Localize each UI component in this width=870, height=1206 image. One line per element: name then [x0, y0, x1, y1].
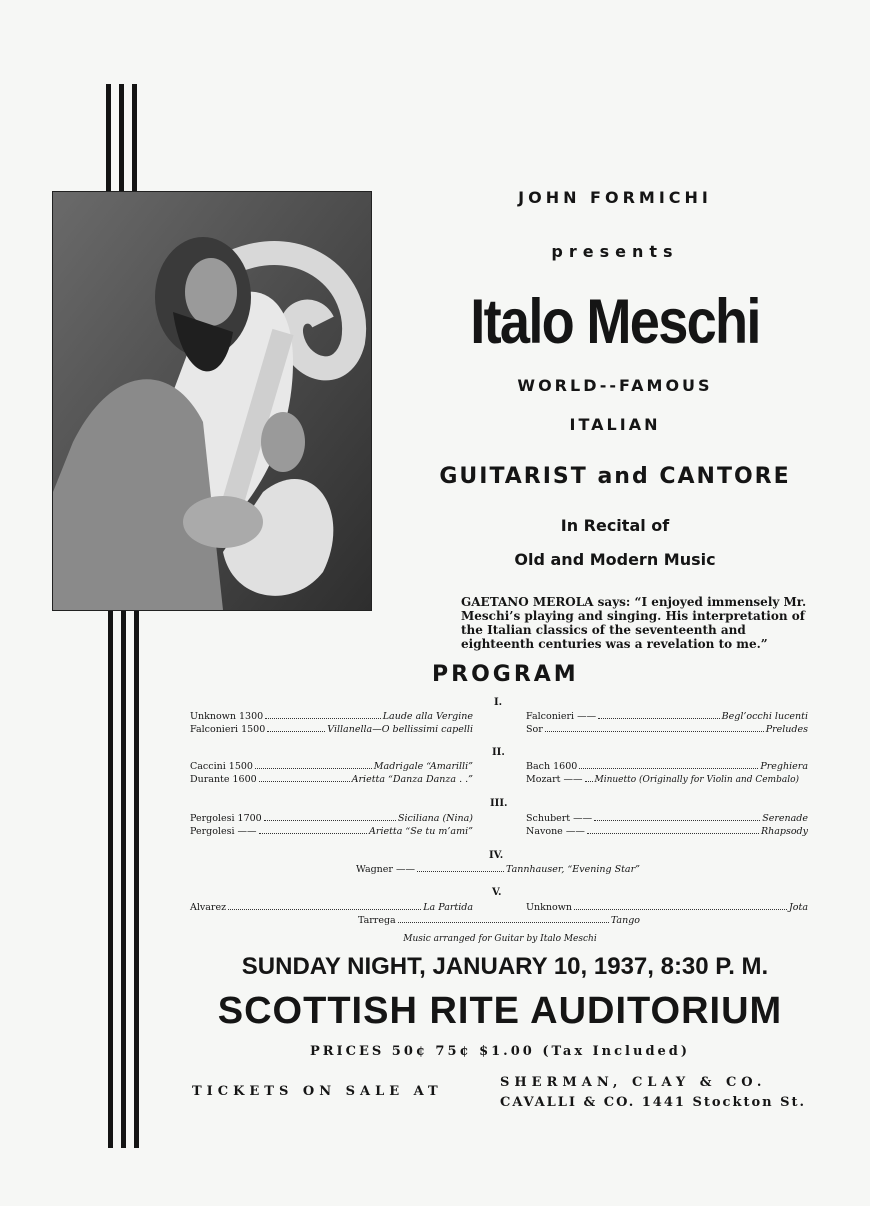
program-entry	[190, 812, 473, 825]
decorative-bar-mid	[119, 84, 124, 191]
artist-photo	[52, 191, 372, 611]
leader-dots	[417, 863, 504, 872]
program-piece: Laude alla Vergine	[382, 711, 473, 722]
program-composer: Durante 1600	[190, 774, 257, 785]
ticket-vendor-2: CAVALLI & CO. 1441 Stockton St.	[500, 1095, 807, 1110]
program-entry	[526, 723, 808, 736]
program-entry	[358, 914, 640, 927]
arrangement-note: Music arranged for Guitar by Italo Meschi	[403, 934, 597, 944]
program-entry	[190, 825, 473, 838]
leader-dots	[585, 773, 593, 782]
program-composer: Caccini 1500	[190, 761, 253, 772]
decorative-bar-left-lower	[108, 610, 113, 1148]
event-date: SUNDAY NIGHT, JANUARY 10, 1937, 8:30 P. M.	[241, 953, 769, 980]
section-numeral: III.	[490, 798, 508, 809]
program-composer: Bach 1600	[526, 761, 578, 772]
leader-dots	[579, 760, 758, 769]
section-numeral: IV.	[489, 850, 504, 861]
program-entry	[190, 723, 473, 736]
program-composer: Falconieri 1500	[190, 724, 266, 735]
decorative-bar-right-lower	[134, 610, 139, 1148]
program-piece: Jota	[788, 902, 808, 913]
tickets-label: TICKETS ON SALE AT	[192, 1084, 443, 1099]
leader-dots	[255, 760, 372, 769]
program-piece: La Partida	[423, 902, 473, 913]
program-piece: Madrigale “Amarilli”	[373, 761, 473, 772]
program-composer: Pergolesi 1700	[190, 813, 262, 824]
program-composer: Falconieri ——	[526, 711, 597, 722]
program-piece: Minuetto (Originally for Violin and Cembalo)	[594, 775, 800, 785]
section-numeral: II.	[492, 747, 505, 758]
program-piece: Preludes	[765, 724, 808, 735]
program-entry	[190, 760, 473, 773]
program-composer: Sor	[526, 724, 543, 735]
leader-dots	[228, 901, 421, 910]
decorative-bar-mid-lower	[121, 610, 126, 1148]
presents-label: presents	[551, 242, 679, 261]
decorative-bar-left	[106, 84, 111, 191]
recital-line-2: Old and Modern Music	[514, 550, 716, 569]
decorative-bar-right	[132, 84, 137, 191]
program-piece: Tango	[610, 915, 640, 926]
program-entry	[526, 773, 808, 786]
leader-dots	[398, 914, 609, 923]
leader-dots	[594, 812, 760, 821]
program-entry	[190, 773, 473, 786]
program-piece: Preghiera	[760, 761, 808, 772]
program-composer: Unknown	[526, 902, 572, 913]
program-entry	[190, 901, 473, 914]
program-composer: Tarrega	[358, 915, 396, 926]
tagline-guitarist: GUITARIST and CANTORE	[439, 464, 791, 489]
leader-dots	[545, 723, 764, 732]
program-composer: Wagner ——	[356, 864, 415, 875]
leader-dots	[598, 710, 720, 719]
event-venue: SCOTTISH RITE AUDITORIUM	[217, 990, 783, 1032]
program-composer: Navone ——	[526, 826, 585, 837]
artist-name: Italo Meschi	[470, 287, 760, 357]
program-entry	[356, 863, 640, 876]
ticket-vendor-1: SHERMAN, CLAY & CO.	[500, 1075, 767, 1090]
leader-dots	[587, 825, 759, 834]
tagline-italian: ITALIAN	[569, 415, 661, 434]
leader-dots	[574, 901, 787, 910]
program-composer: Mozart ——	[526, 774, 583, 785]
program-piece: Villanella—O bellissimi capelli	[327, 724, 473, 735]
program-piece: Rhapsody	[760, 826, 808, 837]
leader-dots	[259, 825, 368, 834]
program-entry	[526, 710, 808, 723]
artist-photo-illustration	[53, 192, 371, 610]
merola-quote: GAETANO MEROLA says: “I enjoyed immensely Mr. Meschi’s playing and singing. His interpretation of the Italian classics of the seventeenth and eighteenth centuries was a revelation to me.”	[461, 595, 807, 651]
ticket-prices: PRICES 50¢ 75¢ $1.00 (Tax Included)	[309, 1044, 691, 1059]
program-piece: Arietta “Se tu m’ami”	[369, 826, 473, 837]
program-heading: PROGRAM	[432, 662, 579, 687]
program-piece: Begl’occhi lucenti	[721, 711, 808, 722]
program-piece: Siciliana (Nina)	[398, 813, 473, 824]
leader-dots	[267, 723, 325, 732]
program-piece: Tannhauser, “Evening Star”	[506, 864, 640, 875]
section-numeral: I.	[494, 697, 503, 708]
program-entry	[526, 760, 808, 773]
program-piece: Arietta “Danza Danza . .”	[351, 774, 473, 785]
recital-line-1: In Recital of	[560, 516, 670, 535]
program-entry	[526, 812, 808, 825]
program-composer: Schubert ——	[526, 813, 593, 824]
program-composer: Alvarez	[190, 902, 227, 913]
section-numeral: V.	[492, 887, 502, 898]
leader-dots	[264, 812, 396, 821]
leader-dots	[259, 773, 350, 782]
program-entry	[526, 825, 808, 838]
tagline-world-famous: WORLD--FAMOUS	[517, 376, 713, 395]
leader-dots	[265, 710, 381, 719]
program-entry	[190, 710, 473, 723]
program-entry	[526, 901, 808, 914]
program-composer: Unknown 1300	[190, 711, 264, 722]
program-piece: Serenade	[762, 813, 808, 824]
presenter-name: JOHN FORMICHI	[518, 188, 712, 207]
program-composer: Pergolesi ——	[190, 826, 257, 837]
